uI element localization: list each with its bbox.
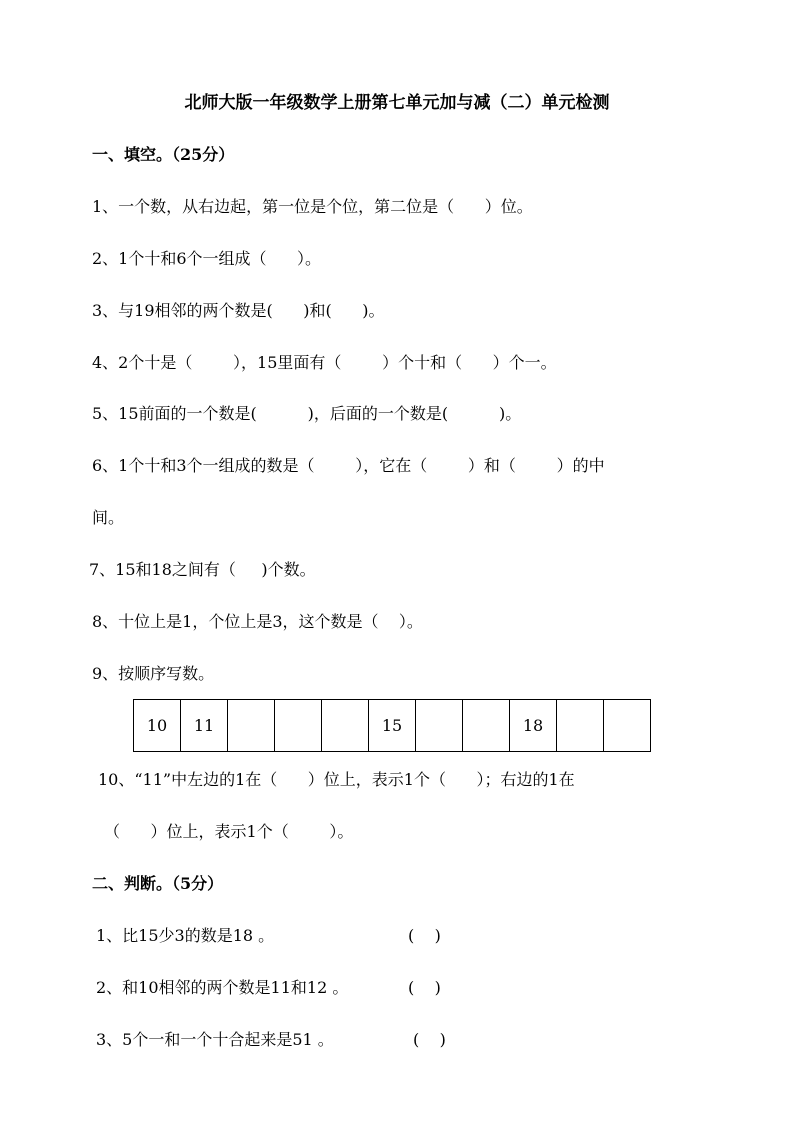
question-1: 1、一个数，从右边起，第一位是个位，第二位是（ ）位。: [92, 197, 533, 216]
question-8: 8、十位上是1，个位上是3，这个数是（ ）。: [92, 612, 423, 631]
sequence-cell: [275, 700, 322, 752]
section-judgement-heading: 二、判断。（5分）: [92, 874, 224, 893]
sequence-cell: [463, 700, 510, 752]
page-title: 北师大版一年级数学上册第七单元加与减（二）单元检测: [184, 93, 610, 113]
question-5: 5、15前面的一个数是( )，后面的一个数是( )。: [92, 404, 522, 423]
sequence-cell: [604, 700, 651, 752]
number-sequence-row: [134, 700, 651, 752]
sequence-cell: [416, 700, 463, 752]
section-fill-blank-heading: 一、填空。（25分）: [92, 145, 235, 164]
sequence-cell: 11: [181, 700, 228, 752]
judgement-3-answer-box: ( ): [413, 1030, 446, 1049]
question-2: 2、1个十和6个一组成（ ）。: [92, 249, 322, 268]
question-3: 3、与19相邻的两个数是( )和( )。: [92, 301, 385, 320]
question-10-line-2: （ ）位上，表示1个（ ）。: [104, 822, 354, 841]
question-7: 7、15和18之间有（ )个数。: [89, 560, 316, 579]
sequence-cell: [557, 700, 604, 752]
sequence-cell: [322, 700, 369, 752]
question-9: 9、按顺序写数。: [92, 664, 215, 683]
judgement-2: 2、和10相邻的两个数是11和12 。: [96, 978, 349, 997]
judgement-1-answer-box: ( ): [408, 926, 441, 945]
judgement-1: 1、比15少3的数是18 。: [96, 926, 275, 945]
sequence-cell: 10: [134, 700, 181, 752]
question-6-line-1: 6、1个十和3个一组成的数是（ ），它在（ ）和（ ）的中: [92, 456, 605, 475]
number-sequence-table: [133, 699, 651, 752]
sequence-cell: 15: [369, 700, 416, 752]
question-10-line-1: 10、“11”中左边的1在（ ）位上，表示1个（ ）；右边的1在: [98, 770, 575, 789]
sequence-cell: [228, 700, 275, 752]
judgement-2-answer-box: ( ): [408, 978, 441, 997]
question-6-line-2: 间。: [92, 508, 125, 527]
sequence-cell: 18: [510, 700, 557, 752]
judgement-3: 3、5个一和一个十合起来是51 。: [96, 1030, 334, 1049]
question-4: 4、2个十是（ ），15里面有（ ）个十和（ ）个一。: [92, 353, 557, 372]
